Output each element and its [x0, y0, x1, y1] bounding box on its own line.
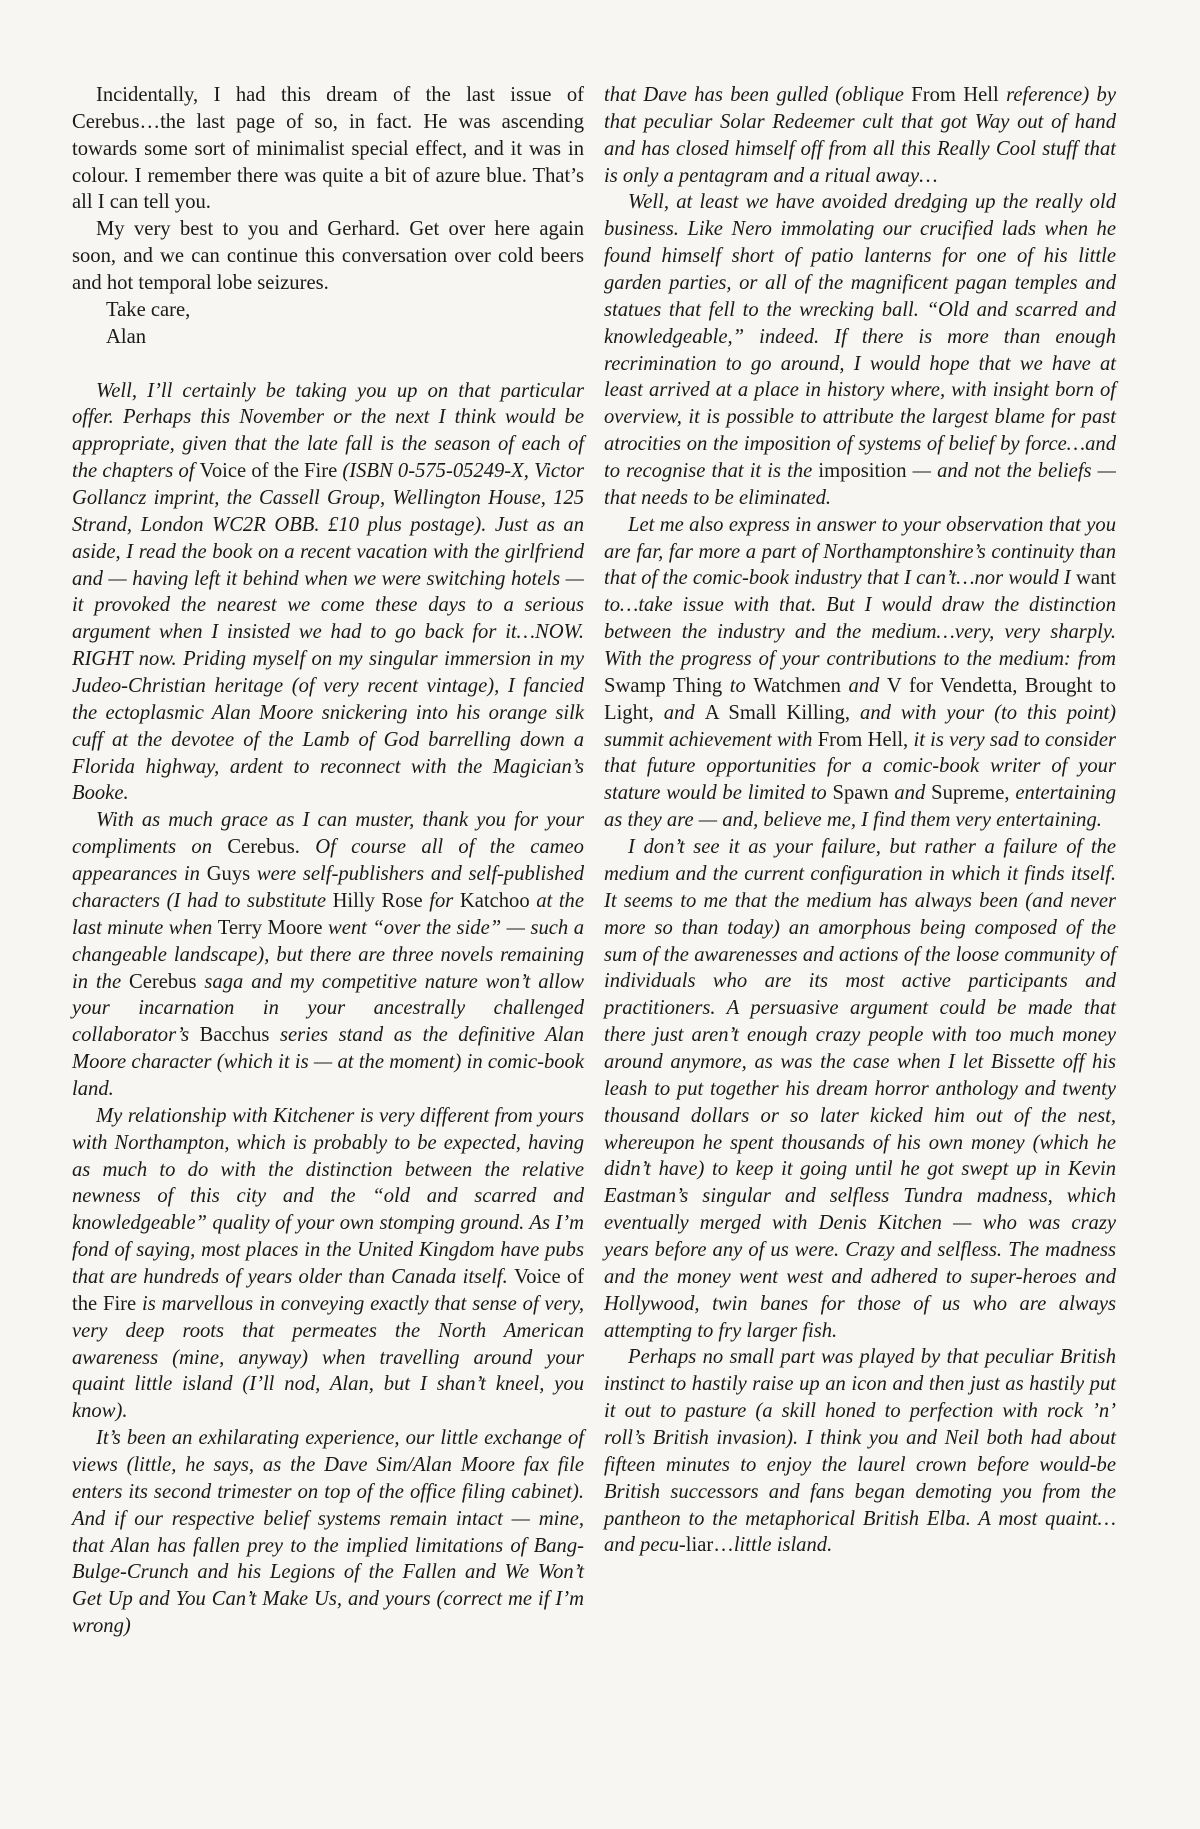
right-column	[604, 82, 1116, 1559]
letter-closing: Take care,	[106, 298, 191, 321]
reply-paragraph: Let me also express in answer to your observation that you are far, far more a part of Northamptonshire’s continuity than that of the comic-book industry that I can’t…nor would I want to…take issue with that. But I would draw the distinction between the industry and the medium…very, very sharply. With the progress of your contributions to the medium: from Swamp Thing to Watchmen and V for Vendetta, Brought to Light, and A Small Killing, and with your (to this point) summit achievement with From Hell, it is very sad to consider that future opportunities for a comic-book writer of your stature would be limited to Spawn and Supreme, entertaining as they are — and, believe me, I find them very entertaining.	[604, 513, 1117, 832]
reply-paragraph: Perhaps no small part was played by that peculiar British instinct to hastily raise up an icon and then just as hastily put it out to pasture (a skill honed to perfection with rock ’n’ roll’s British invasion). I think you and Neil both had about fifteen minutes to enjoy the laurel crown before would-be British successors and fans began demoting you from the pantheon to the metaphorical British Elba. A most quaint…and pecu-liar…little island.	[604, 1346, 1116, 1557]
reply-paragraph: Well, at least we have avoided dredging up the really old business. Like Nero immolating our crucified lads when he found himself short of patio lanterns for one of his little garden parties, or all of the magnificent pagan temples and statues that fell to the wrecking ball. “Old and scarred and knowledgeable,” indeed. If there is more than enough recrimination to go around, I would hope that we have at least arrived at a place in history where, with insight born of overview, it is possible to attribute the largest blame for past atrocities on the imposition of systems of belief by force…and to recognise that it is the imposition — and not the beliefs — that needs to be eliminated.	[604, 191, 1116, 509]
letter-signature: Alan	[106, 325, 147, 348]
reply-paragraph: Well, I’ll certainly be taking you up on that particular offer. Perhaps this November or the next I think would be appropriate, given that the late fall is the season of each of the chapters of Voice of the Fire (ISBN 0-575-05249-X, Victor Gollancz imprint, the Cassell Group, Wellington House, 125 Strand, London WC2R OBB. £10 plus postage). Just as an aside, I read the book on a recent vacation with the girlfriend and — having left it behind when we were switching hotels — it provoked the nearest we come these days to a serious argument when I insisted we had to go back for it…NOW. RIGHT now. Priding myself on my singular immersion in my Judeo-Christian heritage (of very recent vintage), I fancied the ectoplasmic Alan Moore snickering into his orange silk cuff at the devotee of the Lamb of God barrelling down a Florida highway, ardent to reconnect with the Magician’s Booke.	[72, 379, 585, 805]
reply-paragraph: My relationship with Kitchener is very different from yours with Northampton, which is probably to be expected, having as much to do with the distinction between the relative newness of this city and the “old and scarred and knowledgeable” quality of your own stomping ground. As I’m fond of saying, most places in the United Kingdom have pubs that are hundreds of years older than Canada itself. Voice of the Fire is marvellous in conveying exactly that sense of very, very deep roots that permeates the North American awareness (mine, anyway) when travelling around your quaint little island (I’ll nod, Alan, but I shan’t kneel, you know).	[72, 1104, 584, 1423]
reply-paragraph: I don’t see it as your failure, but rather a failure of the medium and the current configuration in which it finds itself. It seems to me that the medium has always been (and never more so than today) an amorphous being composed of the sum of the awarenesses and actions of the loose community of individuals who are its most active participants and practitioners. A persuasive argument could be made that there just aren’t enough crazy people with too much money around anymore, as was the case when I let Bissette off his leash to put together his dream horror anthology and twenty thousand dollars or so later kicked him out of the nest, whereupon he spent thousands of his own money (which he didn’t have) to keep it going until he got swept up in Kevin Eastman’s singular and selfless Tundra madness, which eventually merged with Denis Kitchen — who was crazy years before any of us were. Crazy and selfless. The madness and the money went west and adhered to super-heroes and Hollywood, twin banes for those of us who are always attempting to fry larger fish.	[604, 836, 1116, 1342]
letter-paragraph: Incidentally, I had this dream of the last issue of Cerebus…the last page of so, in fact. He was ascending towards some sort of minimalist special effect, and it was in colour. I remember there was quite a bit of azure blue. That’s all I can tell you.	[72, 84, 584, 214]
paragraph-spacer	[72, 351, 584, 378]
reply-paragraph: With as much grace as I can muster, thank you for your compliments on Cerebus. Of course all of the cameo appearances in Guys were self-publishers and self-published characters (I had to substitute Hilly Rose for Katchoo at the last minute when Terry Moore went “over the side” — such a changeable landscape), but there are three novels remaining in the Cerebus saga and my competitive nature won’t allow your incarnation in your ancestrally challenged collaborator’s Bacchus series stand as the definitive Alan Moore character (which it is — at the moment) in comic-book land.	[72, 809, 585, 1100]
reply-paragraph-continued: that Dave has been gulled (oblique From Hell reference) by that peculiar Solar Redeemer cult that got Way out of hand and has closed himself off from all this Really Cool stuff that is only a pentagram and a ritual away…	[604, 84, 1116, 187]
letter-paragraph: My very best to you and Gerhard. Get over here again soon, and we can continue this conversation over cold beers and hot temporal lobe seizures.	[72, 218, 584, 295]
reply-paragraph: It’s been an exhilarating experience, our little exchange of views (little, he says, as the Dave Sim/Alan Moore fax file enters its second trimester on top of the office filing cabinet). And if our respective belief systems remain intact — mine, that Alan has fallen prey to the implied limitations of Bang-Bulge-Crunch and his Legions of the Fallen and We Won’t Get Up and You Can’t Make Us, and yours (correct me if I’m wrong)	[72, 1427, 584, 1638]
left-column	[72, 82, 584, 1640]
